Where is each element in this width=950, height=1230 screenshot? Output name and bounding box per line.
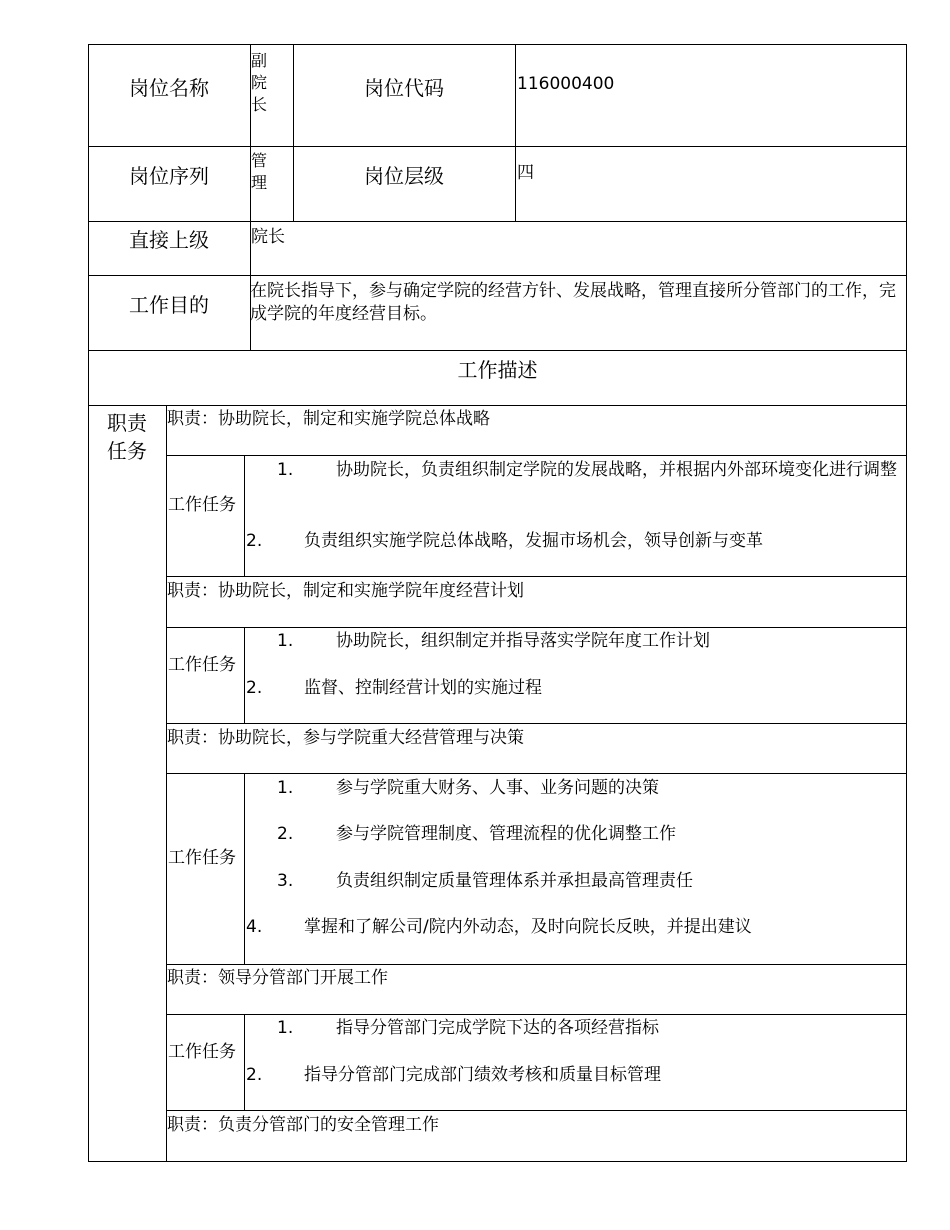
- task-label: 工作任务: [168, 1041, 236, 1062]
- task-text: 协助院长，组织制定并指导落实学院年度工作计划: [336, 631, 710, 651]
- task-item: [277, 459, 902, 482]
- task-item: [246, 916, 752, 939]
- superior-value: 院长: [251, 227, 285, 247]
- task-item: [277, 777, 659, 800]
- task-text: 协助院长，负责组织制定学院的发展战略，并根据内外部环境变化进行调整: [336, 460, 897, 480]
- duty-title: 职责：负责分管部门的安全管理工作: [167, 1115, 439, 1135]
- task-text: 掌握和了解公司/院内外动态，及时向院长反映，并提出建议: [304, 917, 752, 937]
- task-label: 工作任务: [168, 847, 236, 868]
- row-divider: [166, 773, 907, 774]
- duty-title: 职责：协助院长，参与学院重大经营管理与决策: [167, 728, 524, 748]
- task-text: 参与学院重大财务、人事、业务问题的决策: [336, 778, 659, 798]
- task-label: 工作任务: [168, 654, 236, 675]
- task-text: 指导分管部门完成学院下达的各项经营指标: [336, 1018, 659, 1038]
- task-number: 2.: [246, 531, 263, 551]
- row-divider: [166, 964, 907, 965]
- task-text: 负责组织制定质量管理体系并承担最高管理责任: [336, 871, 693, 891]
- col-divider: [244, 1014, 245, 1110]
- task-text: 监督、控制经营计划的实施过程: [304, 678, 542, 698]
- superior-label: 直接上级: [129, 227, 209, 252]
- task-item: [277, 823, 676, 846]
- col-divider: [166, 405, 167, 1162]
- task-label: 工作任务: [168, 494, 236, 515]
- duty-title: 职责：协助院长，制定和实施学院总体战略: [167, 409, 490, 429]
- task-item: [277, 1017, 659, 1040]
- position-code-label: 岗位代码: [364, 75, 444, 100]
- sequence-label: 岗位序列: [129, 163, 209, 188]
- task-number: 4.: [246, 917, 263, 937]
- col-divider: [244, 773, 245, 964]
- sequence-value: 管理: [251, 151, 268, 192]
- duty-title: 职责：领导分管部门开展工作: [167, 968, 388, 988]
- col-divider: [244, 627, 245, 723]
- task-number: 2.: [246, 1065, 263, 1085]
- task-number: 1.: [277, 631, 294, 651]
- task-item: [246, 1064, 661, 1087]
- row-divider: [166, 1014, 907, 1015]
- job-description-table: [88, 44, 907, 1162]
- level-value: 四: [517, 163, 534, 183]
- level-label: 岗位层级: [364, 163, 444, 188]
- position-name-value: 副院长: [251, 51, 268, 114]
- task-text: 负责组织实施学院总体战略，发掘市场机会，领导创新与变革: [304, 531, 763, 551]
- purpose-value: 在院长指导下，参与确定学院的经营方针、发展战略，管理直接所分管部门的工作，完成学院的年度经营目标。: [250, 281, 896, 324]
- position-name-label: 岗位名称: [129, 75, 209, 100]
- task-number: 3.: [277, 871, 294, 891]
- col-divider: [515, 44, 516, 221]
- task-item: [246, 677, 542, 700]
- task-item: [277, 630, 710, 653]
- row-divider: [88, 405, 907, 406]
- task-number: 2.: [246, 678, 263, 698]
- task-number: 2.: [277, 824, 294, 844]
- duty-title: 职责：协助院长，制定和实施学院年度经营计划: [167, 581, 524, 601]
- row-divider: [166, 576, 907, 577]
- task-item: [246, 530, 763, 553]
- section-title: 工作描述: [457, 357, 538, 382]
- task-number: 1.: [277, 778, 294, 798]
- col-divider: [244, 455, 245, 576]
- purpose-label: 工作目的: [129, 292, 209, 317]
- row-divider: [166, 455, 907, 456]
- task-number: 1.: [277, 1018, 294, 1038]
- duties-label: 职责任务: [107, 411, 147, 463]
- task-text: 指导分管部门完成部门绩效考核和质量目标管理: [304, 1065, 661, 1085]
- row-divider: [166, 723, 907, 724]
- row-divider: [166, 627, 907, 628]
- task-number: 1.: [277, 460, 294, 480]
- position-code-value: 116000400: [517, 74, 615, 94]
- task-item: [277, 870, 693, 893]
- row-divider: [166, 1110, 907, 1111]
- task-text: 参与学院管理制度、管理流程的优化调整工作: [336, 824, 676, 844]
